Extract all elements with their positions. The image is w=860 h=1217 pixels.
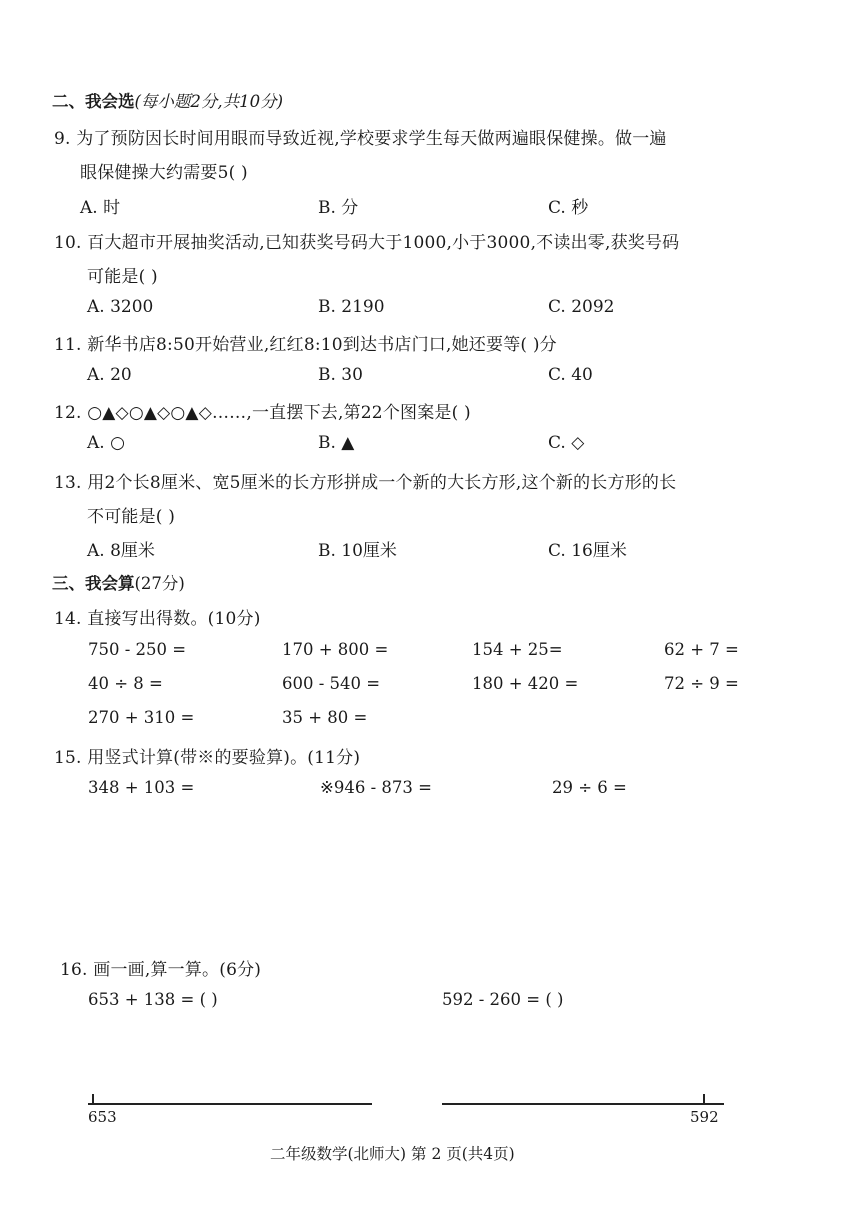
q14-r3-c2: 35 + 80 =	[282, 708, 368, 727]
q14-r2-c2: 600 - 540 =	[282, 674, 381, 693]
q11-option-c: C. 40	[548, 365, 593, 385]
q11-option-a: A. 20	[87, 365, 132, 385]
q12-option-b: B. ▲	[318, 433, 355, 453]
q11-line1: 11. 新华书店8:50开始营业,红红8:10到达书店门口,她还要等( )分	[54, 335, 557, 355]
number-line-left	[88, 1103, 372, 1105]
q14-r1-c1: 750 - 250 =	[88, 640, 187, 659]
section-2-heading	[52, 88, 283, 112]
q13-option-b: B. 10厘米	[318, 541, 397, 561]
section-3-note: (27分)	[134, 574, 185, 593]
q14-r1-c4: 62 + 7 =	[664, 640, 739, 659]
q10-line1: 10. 百大超市开展抽奖活动,已知获奖号码大于1000,小于3000,不读出零,获奖号码	[54, 233, 680, 253]
q16-item-2: 592 - 260 = ( )	[442, 990, 564, 1009]
q13-line2: 不可能是( )	[87, 507, 176, 527]
q9-option-b: B. 分	[318, 198, 359, 218]
q13-line1: 13. 用2个长8厘米、宽5厘米的长方形拼成一个新的大长方形,这个新的长方形的长	[54, 473, 677, 493]
q15-item-2: ※946 - 873 =	[320, 778, 432, 797]
q14-r3-c1: 270 + 310 =	[88, 708, 195, 727]
number-line-right-label: 592	[690, 1108, 719, 1126]
q15-title: 15. 用竖式计算(带※的要验算)。(11分)	[54, 748, 361, 768]
q9-option-a: A. 时	[80, 198, 121, 218]
q16-title: 16. 画一画,算一算。(6分)	[60, 960, 262, 980]
number-line-right-tick	[703, 1094, 705, 1104]
q12-option-c: C. ◇	[548, 433, 585, 453]
q10-line2: 可能是( )	[87, 267, 158, 287]
number-line-left-label: 653	[88, 1108, 117, 1126]
section-2-title: 二、我会选	[52, 92, 135, 111]
q13-option-a: A. 8厘米	[87, 541, 155, 561]
q11-option-b: B. 30	[318, 365, 363, 385]
q14-r1-c2: 170 + 800 =	[282, 640, 389, 659]
q12-line1: 12. ○▲◇○▲◇○▲◇……,一直摆下去,第22个图案是( )	[54, 403, 471, 423]
q14-r2-c4: 72 ÷ 9 =	[664, 674, 739, 693]
q10-option-b: B. 2190	[318, 297, 385, 317]
q14-r1-c3: 154 + 25=	[472, 640, 563, 659]
number-line-right	[442, 1103, 724, 1105]
page-footer: 二年级数学(北师大) 第 2 页(共4页)	[270, 1145, 515, 1163]
number-line-left-tick	[92, 1094, 94, 1104]
q9-line2: 眼保健操大约需要5( )	[80, 163, 248, 183]
q14-r2-c3: 180 + 420 =	[472, 674, 579, 693]
section-3-title: 三、我会算	[52, 574, 135, 593]
q9-option-c: C. 秒	[548, 198, 589, 218]
q10-option-a: A. 3200	[87, 297, 154, 317]
q14-title: 14. 直接写出得数。(10分)	[54, 609, 261, 629]
q15-item-1: 348 + 103 =	[88, 778, 195, 797]
section-2-note: (每小题2分,共10分)	[134, 92, 284, 111]
q16-item-1: 653 + 138 = ( )	[88, 990, 218, 1009]
q12-option-a: A. ○	[87, 433, 125, 453]
q15-item-3: 29 ÷ 6 =	[552, 778, 627, 797]
q10-option-c: C. 2092	[548, 297, 615, 317]
q13-option-c: C. 16厘米	[548, 541, 627, 561]
q9-line1: 9. 为了预防因长时间用眼而导致近视,学校要求学生每天做两遍眼保健操。做一遍	[54, 129, 667, 149]
section-3-heading	[52, 570, 185, 594]
q14-r2-c1: 40 ÷ 8 =	[88, 674, 163, 693]
